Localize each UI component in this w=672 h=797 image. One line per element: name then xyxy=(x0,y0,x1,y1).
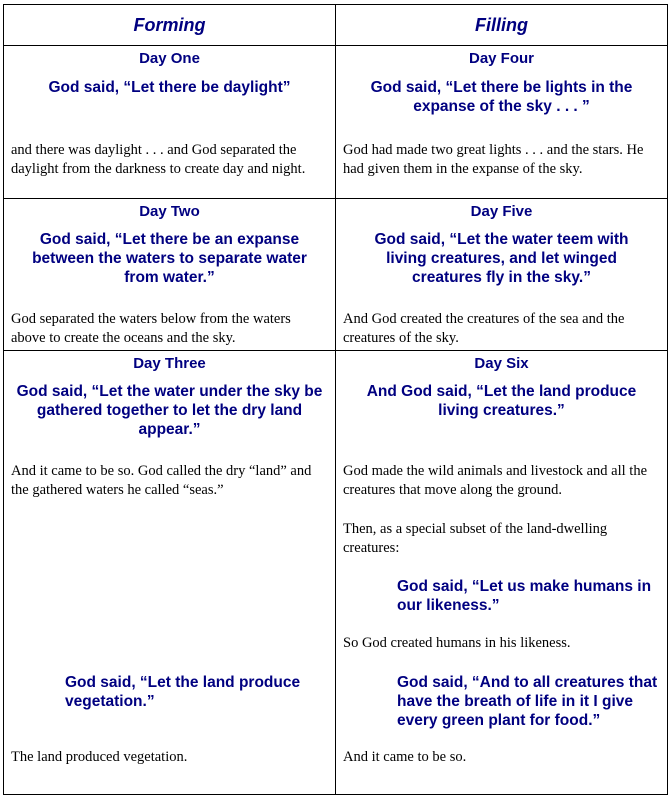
header-row xyxy=(4,5,668,46)
day-three-cell xyxy=(4,351,336,795)
day-five-quote: God said, “Let the water teem with living creatures, and let winged creatures fly in the sky.” xyxy=(374,231,629,286)
day-five-cell xyxy=(336,199,668,351)
day-four-cell xyxy=(336,46,668,199)
day-six-title: Day Six xyxy=(474,355,529,372)
day-two-title: Day Two xyxy=(139,203,200,220)
day-six-quote-humans: God said, “Let us make humans in our likeness.” xyxy=(397,578,652,614)
day-three-title: Day Three xyxy=(133,355,206,372)
forming-header-cell xyxy=(4,5,336,46)
filling-header-cell xyxy=(336,5,668,46)
day-six-text: God made the wild animals and livestock and all the creatures that move along the ground. xyxy=(343,463,648,498)
day-two-quote: God said, “Let there be an expanse between the waters to separate water from water.” xyxy=(32,231,307,286)
day-three-text: And it came to be so. God called the dry “land” and the gathered waters he called “seas.” xyxy=(11,463,312,498)
day-one-title: Day One xyxy=(139,50,200,67)
day-four-text: God had made two great lights . . . and the stars. He had given them in the expanse of the sky. xyxy=(343,142,644,177)
day-five-title: Day Five xyxy=(470,203,533,220)
day-two-cell xyxy=(4,199,336,351)
day-six-text-final: And it came to be so. xyxy=(343,749,467,765)
day-six-text-humans: So God created humans in his likeness. xyxy=(343,635,571,651)
forming-header: Forming xyxy=(133,15,206,35)
filling-header: Filling xyxy=(475,15,528,35)
row-days-three-six xyxy=(4,351,668,795)
day-one-cell xyxy=(4,46,336,199)
day-one-quote: God said, “Let there be daylight” xyxy=(48,79,291,96)
days-table xyxy=(3,4,668,795)
day-five-text: And God created the creatures of the sea and the creatures of the sky. xyxy=(343,311,625,346)
day-one-text: and there was daylight . . . and God separated the daylight from the darkness to create day and night. xyxy=(11,142,306,177)
day-three-quote: God said, “Let the water under the sky be gathered together to let the dry land appear.” xyxy=(16,383,323,438)
row-days-two-five xyxy=(4,199,668,351)
day-four-title: Day Four xyxy=(468,50,534,67)
day-six-quote-food: God said, “And to all creatures that have the breath of life in it I give every green plant for food.” xyxy=(397,674,658,729)
day-three-quote-vegetation: God said, “Let the land produce vegetation.” xyxy=(65,674,301,710)
row-days-one-four xyxy=(4,46,668,199)
day-two-text: God separated the waters below from the waters above to create the oceans and the sky. xyxy=(11,311,291,346)
day-four-quote: God said, “Let there be lights in the expanse of the sky . . . ” xyxy=(370,79,633,115)
day-three-text-vegetation: The land produced vegetation. xyxy=(11,749,188,765)
day-six-text-subset: Then, as a special subset of the land-dwelling creatures: xyxy=(343,521,608,556)
day-six-cell xyxy=(336,351,668,795)
day-six-quote: And God said, “Let the land produce living creatures.” xyxy=(366,383,637,419)
